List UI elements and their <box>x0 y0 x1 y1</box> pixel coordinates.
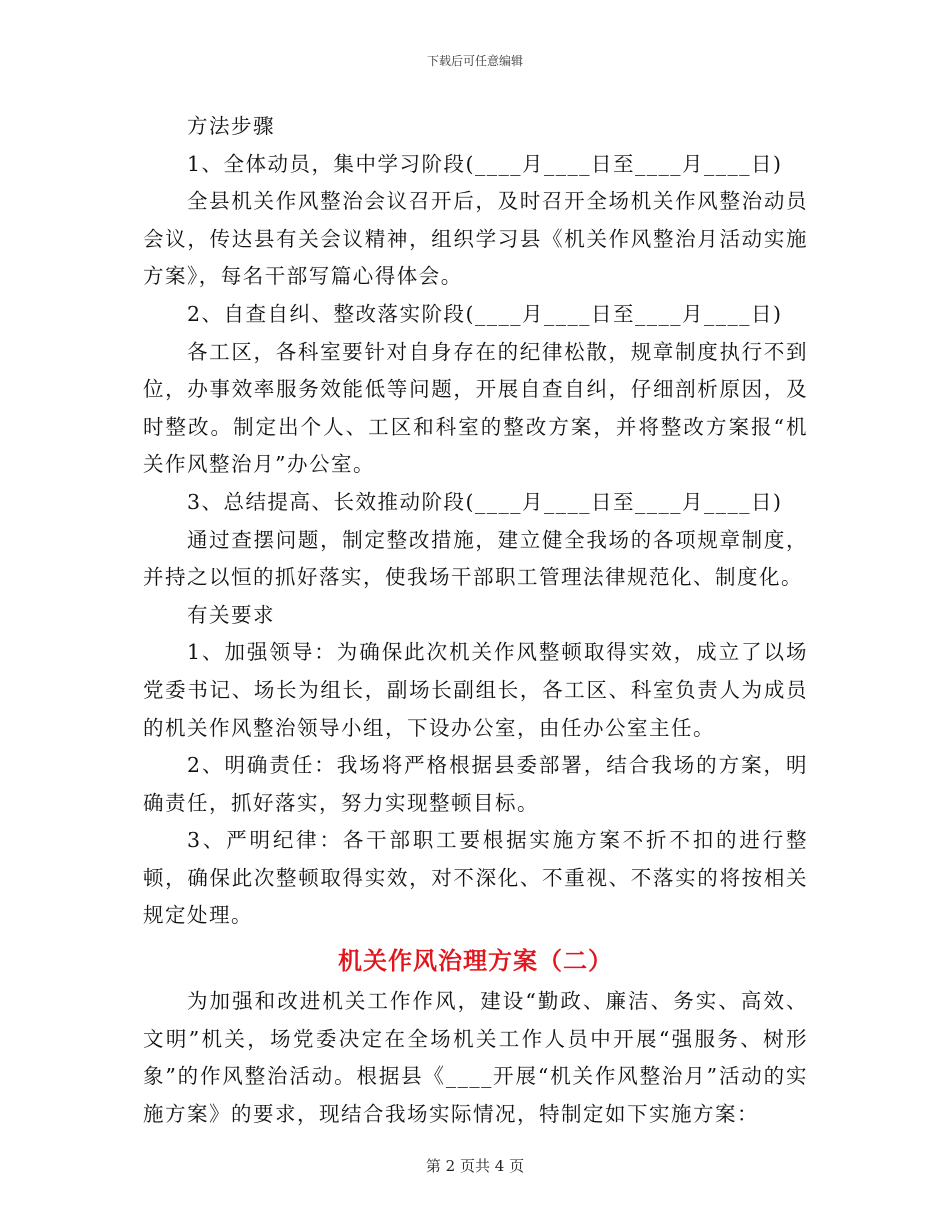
requirement-1: 1、加强领导：为确保此次机关作风整顿取得实效，成立了以场党委书记、场长为组长，副场长副组长，各工区、科室负责人为成员的机关作风整治领导小组，下设办公室，由任办公室主任。 <box>143 640 808 740</box>
page-footer: 第 2 页共 4 页 <box>425 1157 525 1175</box>
page-header: 下载后可任意编辑 <box>426 54 523 68</box>
step-1-heading: 1、全体动员，集中学习阶段(____月____日至____月____日) <box>187 151 783 176</box>
step-2-heading: 2、自查自纠、整改落实阶段(____月____日至____月____日) <box>187 301 783 326</box>
section-heading-requirements: 有关要求 <box>187 602 275 627</box>
step-3-heading: 3、总结提高、长效推动阶段(____月____日至____月____日) <box>187 489 783 514</box>
section-title: 机关作风治理方案（二） <box>338 947 613 976</box>
section-heading-method: 方法步骤 <box>187 114 275 138</box>
step-2-body: 各工区，各科室要针对自身存在的纪律松散，规章制度执行不到位，办事效率服务效能低等问题，开展自查自纠，仔细剖析原因，及时整改。制定出个人、工区和科室的整改方案，并将整改方案报“机关作风整治月”办公室。 <box>143 339 808 477</box>
document-body <box>143 108 808 1133</box>
step-1-body: 全县机关作风整治会议召开后，及时召开全场机关作风整治动员会议，传达县有关会议精神，组织学习县《机关作风整治月活动实施方案》，每名干部写篇心得体会。 <box>143 189 808 289</box>
section-intro: 为加强和改进机关工作作风，建设“勤政、廉洁、务实、高效、文明”机关，场党委决定在全场机关工作人员中开展“强服务、树形象”的作风整治活动。根据县《____开展“机关作风整治月”活动的实施方案》的要求，现结合我场实际情况，特制定如下实施方案： <box>143 989 808 1126</box>
requirement-3: 3、严明纪律：各干部职工要根据实施方案不折不扣的进行整顿，确保此次整顿取得实效，对不深化、不重视、不落实的将按相关规定处理。 <box>143 828 808 928</box>
requirement-2: 2、明确责任：我场将严格根据县委部署，结合我场的方案，明确责任，抓好落实，努力实现整顿目标。 <box>143 753 808 815</box>
step-3-body: 通过查摆问题，制定整改措施，建立健全我场的各项规章制度，并持之以恒的抓好落实，使我场干部职工管理法律规范化、制度化。 <box>143 527 808 590</box>
